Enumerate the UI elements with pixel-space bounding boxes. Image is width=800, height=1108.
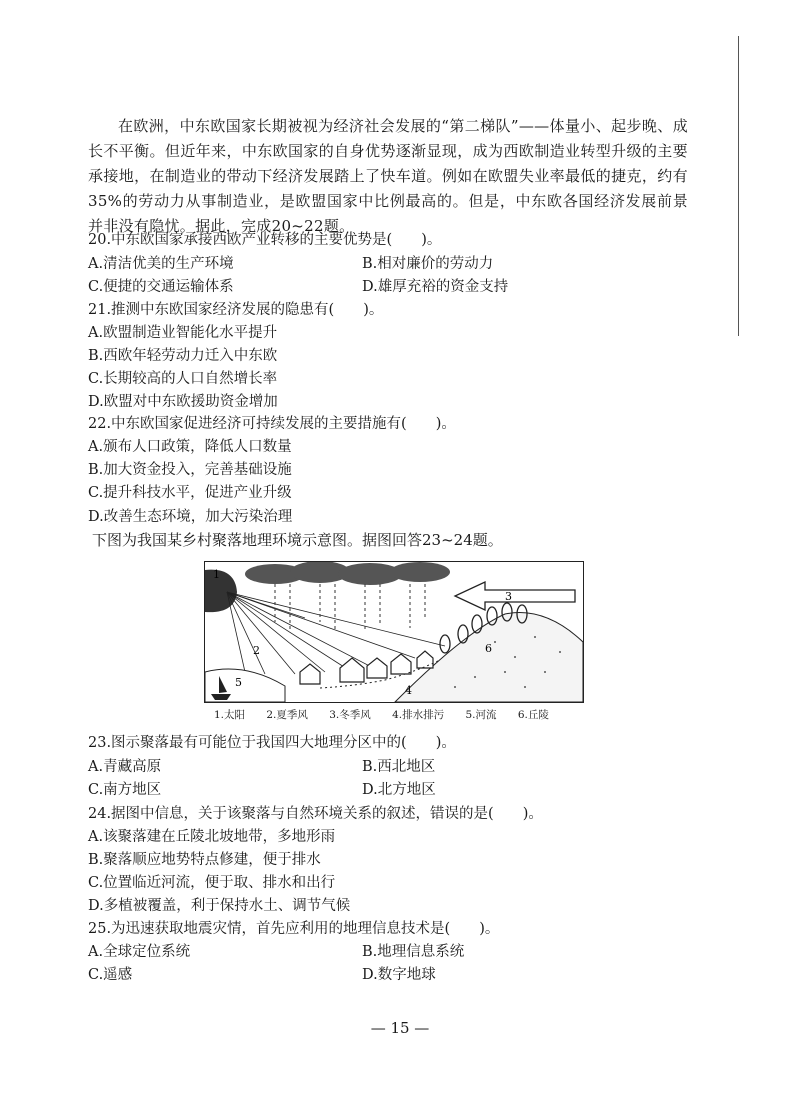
question-24-option-c: C.位置临近河流，便于取、排水和出行	[88, 875, 336, 891]
question-22-option-b: B.加大资金投入，完善基础设施	[88, 462, 292, 478]
clouds	[245, 562, 450, 585]
question-20-option-c: C.便捷的交通运输体系	[88, 279, 234, 295]
question-20-option-b: B.相对廉价的劳动力	[362, 256, 494, 272]
winter-monsoon-arrow	[455, 582, 575, 610]
legend-item: 5.河流	[465, 709, 497, 721]
figure-number-1: 1	[213, 568, 220, 581]
question-21-option-d: D.欧盟对中东欧援助资金增加	[88, 394, 278, 410]
figure-intro: 下图为我国某乡村聚落地理环境示意图。据图回答23~24题。	[92, 531, 503, 549]
legend-item: 1.太阳	[214, 709, 246, 721]
legend-item: 3.冬季风	[329, 709, 371, 721]
figure-number-4: 4	[405, 684, 412, 697]
rain	[275, 584, 425, 632]
page-edge-line	[738, 36, 739, 336]
figure-legend	[214, 707, 567, 722]
reading-passage: 在欧洲，中东欧国家长期被视为经济社会发展的“第二梯队”——体量小、起步晚、成长不平衡。但近年来，中东欧国家的自身优势逐渐显现，成为西欧制造业转型升级的主要承接地，在制造业的带动下经济发展踏上了快车道。例如在欧盟失业率最低的捷克，约有35%的劳动力从事制造业，是欧盟国家中比例最高的。但是，中东欧各国经济发展前景并非没有隐忧。据此，完成20~22题。	[88, 117, 688, 235]
settlement-diagram	[204, 561, 584, 703]
sun-rays	[227, 592, 445, 674]
question-25-option-c: C.遥感	[88, 967, 133, 983]
figure-number-2: 2	[253, 644, 260, 657]
legend-item: 6.丘陵	[517, 709, 549, 721]
question-22-stem: 22.中东欧国家促进经济可持续发展的主要措施有( )。	[88, 416, 456, 432]
question-24-stem: 24.据图中信息，关于该聚落与自然环境关系的叙述，错误的是( )。	[88, 806, 543, 822]
question-22-option-a: A.颁布人口政策，降低人口数量	[88, 439, 292, 455]
question-22-option-d: D.改善生态环境，加大污染治理	[88, 509, 293, 525]
question-21-option-a: A.欧盟制造业智能化水平提升	[88, 325, 278, 341]
question-21-option-c: C.长期较高的人口自然增长率	[88, 371, 278, 387]
question-24-option-a: A.该聚落建在丘陵北坡地带，多地形雨	[88, 829, 336, 845]
question-21-option-b: B.西欧年轻劳动力迁入中东欧	[88, 348, 278, 364]
figure-number-6: 6	[485, 642, 492, 655]
legend-item: 4.排水排污	[392, 709, 445, 721]
question-23-option-d: D.北方地区	[362, 782, 436, 798]
figure-number-3: 3	[505, 590, 512, 603]
figure-number-5: 5	[235, 676, 242, 689]
question-24-option-d: D.多植被覆盖，利于保持水土、调节气候	[88, 898, 351, 914]
question-20-stem: 20.中东欧国家承接西欧产业转移的主要优势是( )。	[88, 232, 442, 248]
question-25-option-b: B.地理信息系统	[362, 944, 465, 960]
page-number: — 15 —	[370, 1019, 430, 1037]
question-24-option-b: B.聚落顺应地势特点修建，便于排水	[88, 852, 321, 868]
settlement-diagram-svg	[205, 562, 583, 702]
legend-item: 2.夏季风	[266, 709, 308, 721]
question-25-option-d: D.数字地球	[362, 967, 436, 983]
question-21-stem: 21.推测中东欧国家经济发展的隐患有( )。	[88, 302, 384, 318]
sun-icon	[205, 570, 237, 612]
question-23-option-a: A.青藏高原	[88, 759, 162, 775]
question-22-option-c: C.提升科技水平，促进产业升级	[88, 485, 292, 501]
question-20-option-a: A.清洁优美的生产环境	[88, 256, 234, 272]
question-23-option-b: B.西北地区	[362, 759, 436, 775]
question-23-option-c: C.南方地区	[88, 782, 162, 798]
question-25-option-a: A.全球定位系统	[88, 944, 191, 960]
question-25-stem: 25.为迅速获取地震灾情，首先应利用的地理信息技术是( )。	[88, 921, 500, 937]
question-20-option-d: D.雄厚充裕的资金支持	[362, 279, 509, 295]
question-23-stem: 23.图示聚落最有可能位于我国四大地理分区中的( )。	[88, 735, 456, 751]
